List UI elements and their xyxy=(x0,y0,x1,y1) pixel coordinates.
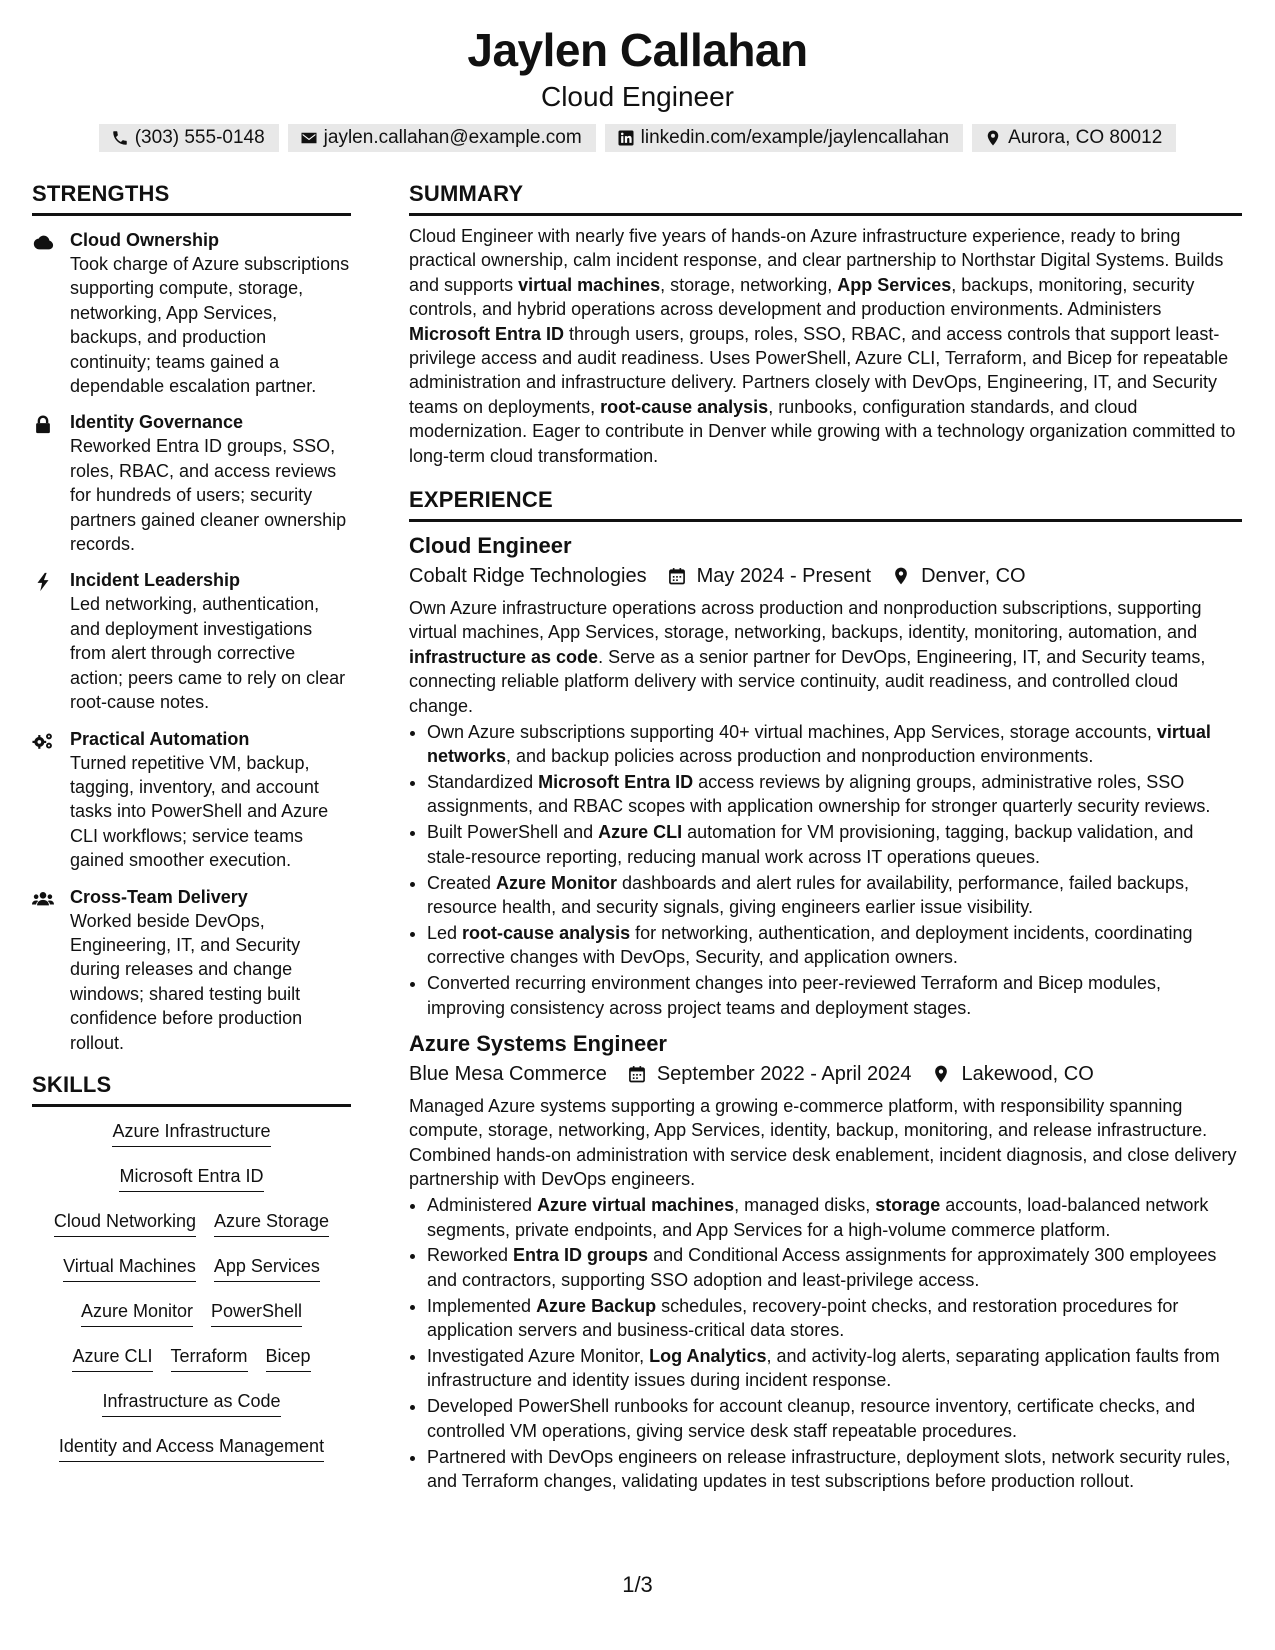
strength-item xyxy=(32,568,351,714)
map-pin-icon xyxy=(984,129,1002,147)
skills-row xyxy=(32,1119,351,1164)
right-column xyxy=(409,180,1242,1493)
skill-tag: Infrastructure as Code xyxy=(102,1389,280,1417)
strength-desc: Worked beside DevOps, Engineering, IT, and Security during releases and change windows; shared testing built confidence before production rollout. xyxy=(70,910,303,1053)
skills-row xyxy=(32,1209,351,1254)
gears-icon xyxy=(32,731,54,751)
skill-tag: Azure Storage xyxy=(214,1209,329,1237)
strength-desc: Reworked Entra ID groups, SSO, roles, RBAC, and access reviews for hundreds of users; security partners gained cleaner ownership records. xyxy=(70,436,347,555)
calendar-icon xyxy=(667,566,687,586)
cloud-icon xyxy=(32,232,54,252)
linkedin-text: linkedin.com/example/jaylencallahan xyxy=(640,127,950,148)
location-chip xyxy=(972,124,1176,152)
bullet-item: • Created Azure Monitor dashboards and alert rules for availability, performance, failed backups, resource health, and security signals, giving engineers earlier issue visibility. xyxy=(427,871,1242,920)
linkedin-icon xyxy=(617,129,635,147)
strength-desc: Turned repetitive VM, backup, tagging, inventory, and account tasks into PowerShell and Azure CLI workflows; service teams gained smoother execution. xyxy=(70,752,329,871)
job-description: Managed Azure systems supporting a growing e-commerce platform, with responsibility spanning compute, storage, networking, App Services, identity, backup, monitoring, and release infrastructure. Combined hands-on administration with service desk enablement, incident diagnosis, and close delivery partnership with DevOps engineers. xyxy=(409,1095,1237,1190)
strength-title: Cloud Ownership xyxy=(70,230,220,250)
bold-keyword: virtual machines xyxy=(518,274,661,295)
skill-tag: Azure CLI xyxy=(72,1344,152,1372)
skills-heading: SKILLS xyxy=(32,1071,351,1107)
users-icon xyxy=(32,889,54,909)
left-column xyxy=(32,180,351,1479)
summary-text: Cloud Engineer with nearly five years of hands-on Azure infrastructure experience, ready to bring practical ownership, calm incident response, and clear partnership to Northstar Digital Systems. Builds and supports virtual machines, storage, networking, App Services, backups, monitoring, security controls, and hybrid operations across development and production environments. Administers Microsoft Entra ID through users, groups, roles, SSO, RBAC, and access controls that support least-privilege access and audit readiness. Uses PowerShell, Azure CLI, Terraform, and Bicep for repeatable administration and infrastructure delivery. Partners closely with DevOps, Engineering, IT, and Security teams on deployments, root-cause analysis, runbooks, configuration standards, and cloud modernization. Eager to contribute in Denver while growing with a technology organization committed to long-term cloud transformation. xyxy=(409,226,1236,466)
bullet-item: • Standardized Microsoft Entra ID access reviews by aligning groups, administrative roles, SSO assignments, and RBAC scopes with application ownership for stronger quarterly security reviews. xyxy=(427,770,1242,819)
job-meta xyxy=(409,562,1242,590)
skill-tag: Virtual Machines xyxy=(63,1254,196,1282)
bolt-icon xyxy=(32,572,54,592)
summary-heading: SUMMARY xyxy=(409,180,1242,216)
map-pin-icon xyxy=(891,566,911,586)
bold-keyword: Log Analytics xyxy=(649,1346,767,1367)
job-location: Denver, CO xyxy=(921,565,1026,588)
bullet-item: • Reworked Entra ID groups and Conditional Access assignments for approximately 300 employees and contractors, supporting SSO adoption and least-privilege access. xyxy=(427,1243,1242,1292)
skill-tag: Microsoft Entra ID xyxy=(119,1164,263,1192)
skill-tag: App Services xyxy=(214,1254,320,1282)
strength-desc: Took charge of Azure subscriptions supporting compute, storage, networking, App Services, backups, and production continuity; teams gained a dependable escalation partner. xyxy=(70,254,350,397)
bold-keyword: Microsoft Entra ID xyxy=(409,323,565,344)
linkedin-chip[interactable] xyxy=(605,124,963,152)
job-meta xyxy=(409,1060,1242,1088)
skill-tag: Cloud Networking xyxy=(54,1209,196,1237)
skill-tag: Identity and Access Management xyxy=(59,1434,324,1462)
experience-heading: EXPERIENCE xyxy=(409,486,1242,522)
bullet-item: • Led root-cause analysis for networking, authentication, and deployment incidents, coordinating corrective changes with DevOps, Security, and application owners. xyxy=(427,921,1242,970)
phone-icon xyxy=(111,129,129,147)
email-text: jaylen.callahan@example.com xyxy=(323,127,582,148)
page-number: 1/3 xyxy=(622,1572,653,1597)
job-title: Azure Systems Engineer xyxy=(409,1030,667,1056)
calendar-icon xyxy=(627,1064,647,1084)
strength-title: Identity Governance xyxy=(70,412,244,433)
skill-tag: Terraform xyxy=(171,1344,248,1372)
company-name: Cobalt Ridge Technologies xyxy=(409,565,647,588)
skills-row xyxy=(32,1344,351,1389)
skills-row xyxy=(32,1299,351,1344)
job-entry xyxy=(409,1030,1242,1494)
bold-keyword: Azure CLI xyxy=(598,822,683,843)
envelope-icon xyxy=(300,129,318,147)
strength-item xyxy=(32,228,351,398)
bullet-item: • Developed PowerShell runbooks for account cleanup, resource inventory, certificate checks, and controlled VM operations, giving service desk staff repeatable procedures. xyxy=(427,1394,1242,1443)
lock-icon xyxy=(32,414,54,434)
strength-item xyxy=(32,727,351,873)
skills-list xyxy=(32,1119,351,1479)
strength-desc: Led networking, authentication, and deployment investigations from alert through corrective action; peers came to rely on clear root-cause notes. xyxy=(70,594,346,713)
resume-header xyxy=(0,0,1275,152)
skill-tag: Bicep xyxy=(266,1344,311,1372)
skills-row xyxy=(32,1164,351,1209)
bullet-item: • Partnered with DevOps engineers on release infrastructure, deployment slots, network security rules, and Terraform changes, validating updates in test subscriptions before production rollout. xyxy=(427,1445,1242,1494)
job-bullets xyxy=(409,1193,1242,1493)
job-entry xyxy=(409,532,1242,1020)
bullet-item: • Built PowerShell and Azure CLI automation for VM provisioning, tagging, backup validation, and stale-resource reporting, reducing manual work across IT operations queues. xyxy=(427,820,1242,869)
bold-keyword: root-cause analysis xyxy=(600,396,769,417)
candidate-title: Cloud Engineer xyxy=(540,81,735,112)
bold-keyword: virtual networks xyxy=(427,721,1211,766)
phone-chip xyxy=(99,124,279,152)
job-description: Own Azure infrastructure operations across production and nonproduction subscriptions, supporting virtual machines, App Services, storage, networking, backups, identity, monitoring, automation, and infrastructure as code. Serve as a senior partner for DevOps, Engineering, IT, and Security teams, connecting reliable platform delivery with service continuity, audit readiness, and controlled cloud change. xyxy=(409,598,1206,716)
bullet-item: • Implemented Azure Backup schedules, recovery-point checks, and restoration procedures for application servers and business-critical data stores. xyxy=(427,1294,1242,1343)
skill-tag: PowerShell xyxy=(211,1299,302,1327)
bullet-item: • Own Azure subscriptions supporting 40+ virtual machines, App Services, storage accounts, virtual networks, and backup policies across production and nonproduction environments. xyxy=(427,720,1242,769)
bold-keyword: Microsoft Entra ID xyxy=(538,771,694,792)
bold-keyword: infrastructure as code xyxy=(409,646,599,667)
strength-item xyxy=(32,410,351,556)
skill-tag: Azure Infrastructure xyxy=(112,1119,270,1147)
phone-text: (303) 555-0148 xyxy=(134,127,265,148)
candidate-name: Jaylen Callahan xyxy=(467,24,808,76)
bold-keyword: Entra ID groups xyxy=(513,1245,649,1266)
map-pin-icon xyxy=(931,1064,951,1084)
strengths-heading: STRENGTHS xyxy=(32,180,351,216)
bold-keyword: Azure virtual machines xyxy=(537,1195,735,1216)
bold-keyword: storage xyxy=(875,1195,941,1216)
job-dates: May 2024 - Present xyxy=(696,565,872,588)
job-dates: September 2022 - April 2024 xyxy=(656,1062,912,1085)
bold-keyword: Azure Backup xyxy=(536,1295,657,1316)
bullet-item: • Administered Azure virtual machines, managed disks, storage accounts, load-balanced network segments, private endpoints, and App Services for a high-volume commerce platform. xyxy=(427,1193,1242,1242)
job-location: Lakewood, CO xyxy=(961,1062,1094,1085)
strength-title: Practical Automation xyxy=(70,728,250,749)
company-name: Blue Mesa Commerce xyxy=(409,1062,607,1085)
job-bullets xyxy=(409,720,1242,1020)
job-title: Cloud Engineer xyxy=(409,533,572,559)
bullet-item: • Converted recurring environment changes into peer-reviewed Terraform and Bicep modules, improving consistency across project teams and deployment stages. xyxy=(427,971,1242,1020)
strength-title: Incident Leadership xyxy=(70,570,241,591)
bold-keyword: Azure Monitor xyxy=(496,872,618,893)
skills-row xyxy=(32,1254,351,1299)
bold-keyword: App Services xyxy=(837,274,952,295)
location-text: Aurora, CO 80012 xyxy=(1008,127,1163,148)
email-chip[interactable] xyxy=(288,124,596,152)
skills-row xyxy=(32,1389,351,1434)
skill-tag: Azure Monitor xyxy=(81,1299,193,1327)
bold-keyword: root-cause analysis xyxy=(462,922,631,943)
bullet-item: • Investigated Azure Monitor, Log Analytics, and activity-log alerts, separating application faults from infrastructure and identity issues during incident response. xyxy=(427,1344,1242,1393)
strength-title: Cross-Team Delivery xyxy=(70,886,248,907)
contact-bar xyxy=(0,124,1275,152)
strength-item xyxy=(32,885,351,1055)
skills-row xyxy=(32,1434,351,1479)
